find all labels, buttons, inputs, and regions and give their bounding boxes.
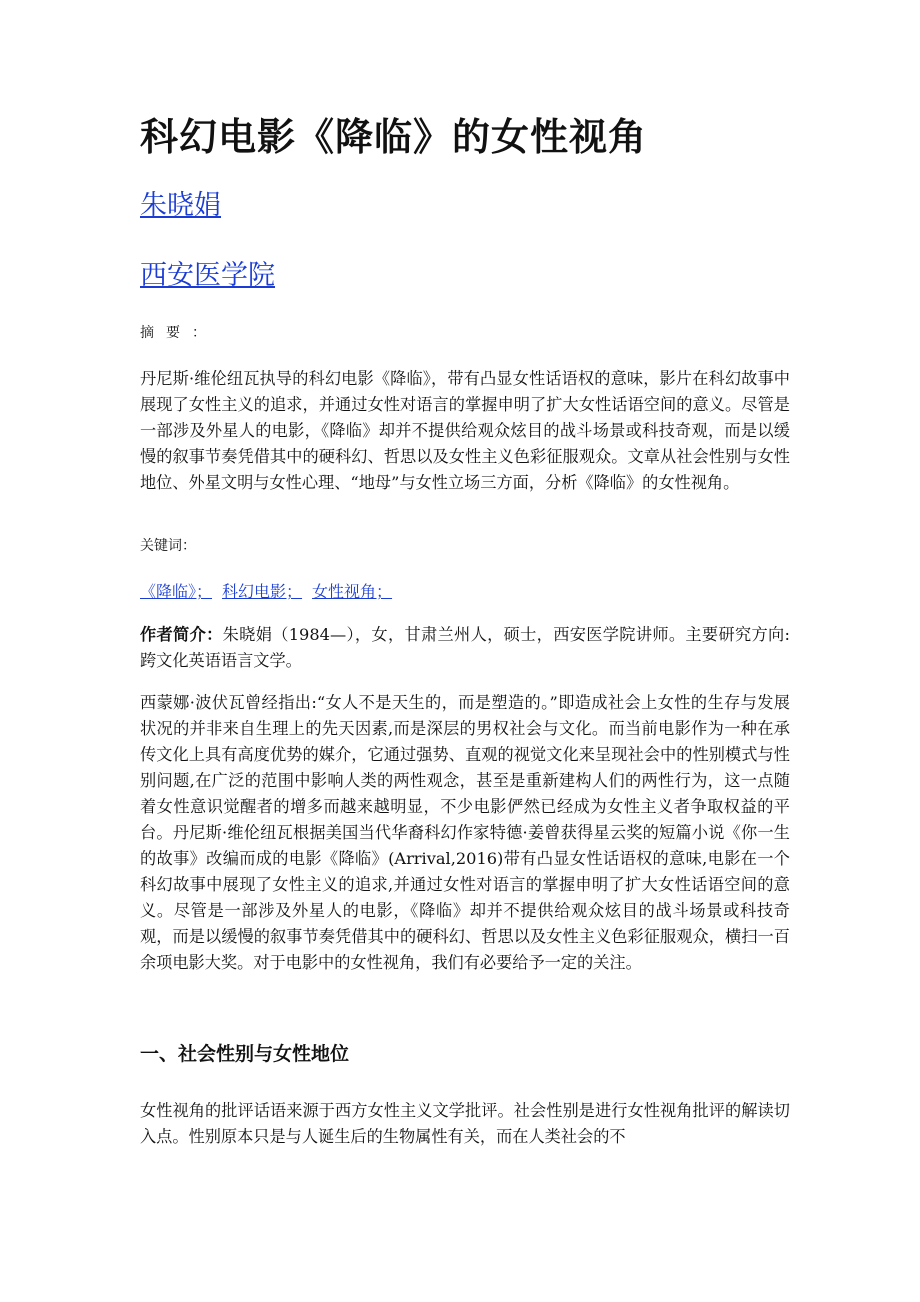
keyword-link[interactable]: 《降临》； xyxy=(140,582,213,601)
abstract-text: 丹尼斯·维伦纽瓦执导的科幻电影《降临》，带有凸显女性话语权的意味，影片在科幻故事中展现了女性主义的追求，并通过女性对语言的掌握申明了扩大女性话语空间的意义。尽管是一部涉及外星人的电影，《降临》却并不提供给观众炫目的战斗场景或科技奇观，而是以缓慢的叙事节奏凭借其中的硬科幻、哲思以及女性主义色彩征服观众。文章从社会性别与女性地位、外星文明与女性心理、“地母”与女性立场三方面，分析《降临》的女性视角。 xyxy=(140,369,790,492)
keyword-link[interactable]: 科幻电影； xyxy=(222,582,303,601)
author-bio xyxy=(140,622,790,674)
keywords-label: 关键词： xyxy=(140,538,196,554)
bio-label: 作者简介： xyxy=(140,625,223,644)
section-heading: 一、社会性别与女性地位 xyxy=(140,1043,350,1065)
article-title: 科幻电影《降临》的女性视角 xyxy=(140,114,648,159)
keywords-list xyxy=(140,579,402,605)
keyword-link[interactable]: 女性视角； xyxy=(312,582,393,601)
affiliation-link[interactable]: 西安医学院 xyxy=(140,260,275,291)
author-link[interactable]: 朱晓娟 xyxy=(140,190,221,221)
abstract-label: 摘要： xyxy=(140,325,218,341)
bio-text: 朱晓娟（1984—），女，甘肃兰州人，硕士，西安医学院讲师。主要研究方向:跨文化英语语言文学。 xyxy=(140,625,790,670)
body-paragraph: 女性视角的批评话语来源于西方女性主义文学批评。社会性别是进行女性视角批评的解读切入点。性别原本只是与人诞生后的生物属性有关，而在人类社会的不 xyxy=(140,1101,790,1146)
body-paragraph: 西蒙娜·波伏瓦曾经指出:“女人不是天生的，而是塑造的。”即造成社会上女性的生存与发展状况的并非来自生理上的先天因素,而是深层的男权社会与文化。而当前电影作为一种在承传文化上具有高度优势的媒介，它通过强势、直观的视觉文化来呈现社会中的性别模式与性别问题,在广泛的范围中影响人类的两性观念，甚至是重新建构人们的两性行为，这一点随着女性意识觉醒者的增多而越来越明显，不少电影俨然已经成为女性主义者争取权益的平台。丹尼斯·维伦纽瓦根据美国当代华裔科幻作家特德·姜曾获得星云奖的短篇小说《你一生的故事》改编而成的电影《降临》(Arrival,2016)带有凸显女性话语权的意味,电影在一个科幻故事中展现了女性主义的追求,并通过女性对语言的掌握申明了扩大女性话语空间的意义。尽管是一部涉及外星人的电影，《降临》却并不提供给观众炫目的战斗场景或科技奇观，而是以缓慢的叙事节奏凭借其中的硬科幻、哲思以及女性主义色彩征服观众，横扫一百余项电影大奖。对于电影中的女性视角，我们有必要给予一定的关注。 xyxy=(140,693,790,972)
